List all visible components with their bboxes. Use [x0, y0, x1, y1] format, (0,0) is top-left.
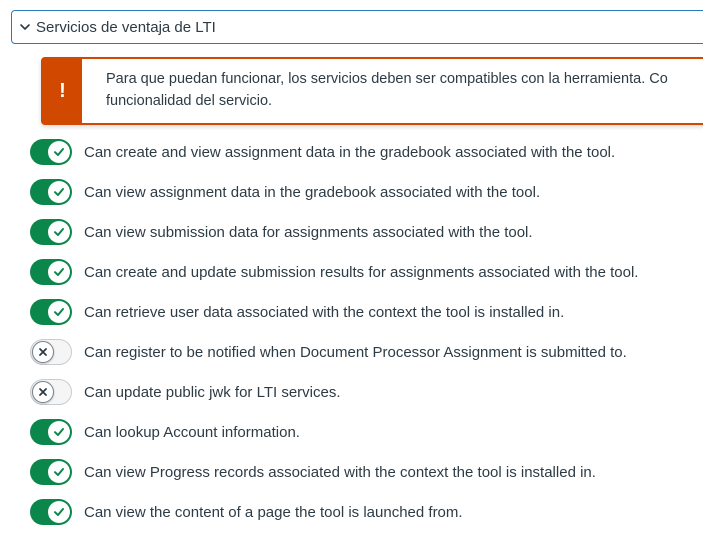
permission-row: [30, 452, 703, 492]
checkmark-icon: [48, 181, 70, 203]
permission-label: Can view assignment data in the gradebook associated with the tool.: [84, 183, 541, 201]
permission-toggle[interactable]: [30, 459, 72, 485]
section-title: Servicios de ventaja de LTI: [36, 18, 216, 36]
permission-row: [30, 412, 703, 452]
permission-toggle[interactable]: [30, 219, 72, 245]
permission-toggle[interactable]: [30, 339, 72, 365]
alert-message: [82, 59, 668, 123]
permission-toggle[interactable]: [30, 139, 72, 165]
permission-label: Can view Progress records associated with the context the tool is installed in.: [84, 463, 596, 481]
permission-label: Can retrieve user data associated with the context the tool is installed in.: [84, 303, 565, 321]
permission-row: [30, 212, 703, 252]
warning-icon-glyph: !: [59, 79, 66, 102]
permission-list: [30, 132, 703, 532]
permission-toggle[interactable]: [30, 379, 72, 405]
permission-label: Can register to be notified when Document Processor Assignment is submitted to.: [84, 343, 627, 361]
permission-label: Can view the content of a page the tool is launched from.: [84, 503, 463, 521]
permission-toggle[interactable]: [30, 179, 72, 205]
permission-toggle[interactable]: [30, 419, 72, 445]
permission-row: [30, 292, 703, 332]
x-icon: [32, 341, 54, 363]
checkmark-icon: [48, 221, 70, 243]
permission-label: Can create and update submission results for assignments associated with the tool.: [84, 263, 639, 281]
permission-row: [30, 492, 703, 532]
checkmark-icon: [48, 501, 70, 523]
permission-row: [30, 132, 703, 172]
permission-toggle[interactable]: [30, 499, 72, 525]
checkmark-icon: [48, 461, 70, 483]
permission-toggle[interactable]: [30, 299, 72, 325]
checkmark-icon: [48, 421, 70, 443]
checkmark-icon: [48, 301, 70, 323]
warning-alert: [41, 57, 703, 125]
alert-line-2: funcionalidad del servicio.: [106, 93, 273, 109]
permission-row: [30, 252, 703, 292]
permission-label: Can create and view assignment data in the gradebook associated with the tool.: [84, 143, 616, 161]
permission-label: Can update public jwk for LTI services.: [84, 383, 341, 401]
permission-label: Can lookup Account information.: [84, 423, 300, 441]
section-toggle-header[interactable]: [11, 10, 703, 44]
permission-row: [30, 332, 703, 372]
alert-line-1: Para que puedan funcionar, los servicios deben ser compatibles con la herramienta. Co: [106, 71, 668, 87]
x-icon: [32, 381, 54, 403]
chevron-down-icon: [18, 20, 32, 34]
warning-icon: [43, 59, 82, 123]
permission-toggle[interactable]: [30, 259, 72, 285]
checkmark-icon: [48, 141, 70, 163]
permission-row: [30, 172, 703, 212]
permission-label: Can view submission data for assignments associated with the tool.: [84, 223, 533, 241]
checkmark-icon: [48, 261, 70, 283]
permission-row: [30, 372, 703, 412]
